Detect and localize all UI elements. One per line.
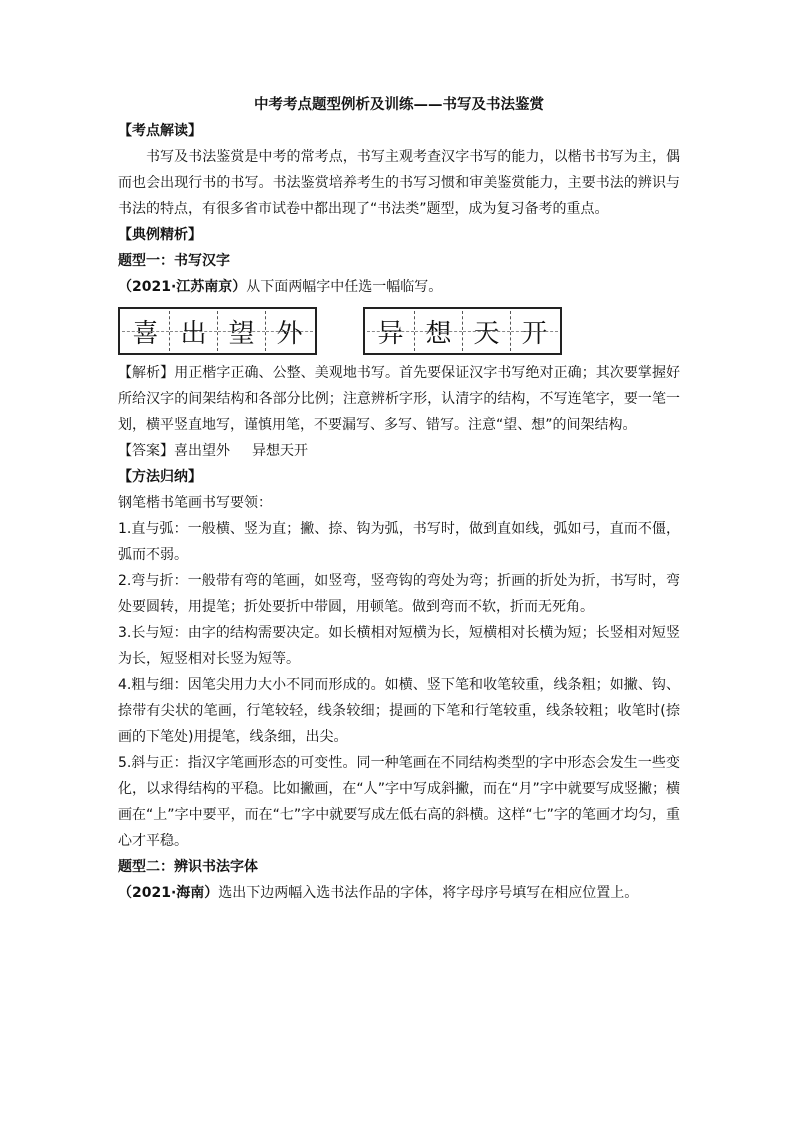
section-header-kaodian: 【考点解读】 [118,123,202,139]
writing-grids [118,302,680,360]
type1-title: 题型一：书写汉字 [118,253,230,269]
method-item: 4.粗与细：因笔尖用力大小不同而形成的。如横、竖下笔和收笔较重，线条粗；如撇、钩、捺带有尖状的笔画，行笔较轻，线条较细；提画的下笔和行笔较重，线条较粗；收笔时(捺画的下笔处)用提笔，线条细，出尖。 [118,677,680,745]
type2-title: 题型二：辨识书法字体 [118,859,258,875]
method-item: 3.长与短：由字的结构需要决定。如长横相对短横为长，短横相对长横为短；长竖相对短竖为长，短竖相对长竖为短等。 [118,625,680,667]
grid-char: 天 [462,311,510,351]
grid-char: 异 [367,311,414,351]
writing-grid-1 [118,307,317,355]
grid-char: 外 [265,311,313,351]
method-item: 5.斜与正：指汉字笔画形态的可变性。同一种笔画在不同结构类型的字中形态会发生一些变化，以求得结构的平稳。比如撇画，在“人”字中写成斜撇，而在“月”字中就要写成竖撇；横画在“上”字中要平，而在“七”字中就要写成左低右高的斜横。这样“七”字的笔画才均匀，重心才平稳。 [118,755,680,849]
question1-source: （2021·江苏南京） [118,279,247,295]
writing-grid-2 [363,307,562,355]
grid-char: 想 [414,311,462,351]
question2-source: （2021·海南） [118,885,219,901]
grid-char: 喜 [122,311,169,351]
question1-text: 从下面两幅字中任选一幅临写。 [246,279,443,295]
question2-text: 选出下边两幅入选书法作品的字体，将字母序号填写在相应位置上。 [218,885,639,901]
grid-char: 开 [510,311,558,351]
section-header-method: 【方法归纳】 [118,469,202,485]
section-header-dianli: 【典例精析】 [118,227,202,243]
answer-line [118,438,680,464]
answer-1: 喜出望外 [174,443,230,459]
answer-2: 异想天开 [252,443,308,459]
analysis-paragraph: 【解析】用正楷字正确、公整、美观地书写。首先要保证汉字书写绝对正确；其次要掌握好所给汉字的间架结构和各部分比例；注意辨析字形，认清字的结构，不写连笔字，要一笔一划，横平竖直地写，谨慎用笔，不要漏写、多写、错写。注意“望、想”的间架结构。 [118,365,680,433]
grid-char: 望 [217,311,265,351]
method-intro: 钢笔楷书笔画书写要领： [118,495,272,511]
kaodian-paragraph: 书写及书法鉴赏是中考的常考点，书写主观考查汉字书写的能力，以楷书书写为主，偶而也会出现行书的书写。书法鉴赏培养考生的书写习惯和审美鉴赏能力，主要书法的辨识与书法的特点，有很多省市试卷中都出现了“书法类”题型，成为复习备考的重点。 [118,149,680,217]
question1 [118,274,680,300]
grid-char: 出 [169,311,217,351]
answer-label: 【答案】 [118,443,174,459]
document-title: 中考考点题型例析及训练——书写及书法鉴赏 [254,97,544,113]
document-page [118,95,680,906]
method-item: 1.直与弧：一般横、竖为直；撇、捺、钩为弧，书写时，做到直如线，弧如弓，直而不僵，弧而不弱。 [118,521,680,563]
question2 [118,880,680,906]
method-item: 2.弯与折：一般带有弯的笔画，如竖弯，竖弯钩的弯处为弯；折画的折处为折，书写时，弯处要圆转，用提笔；折处要折中带圆，用顿笔。做到弯而不软，折而无死角。 [118,573,680,615]
